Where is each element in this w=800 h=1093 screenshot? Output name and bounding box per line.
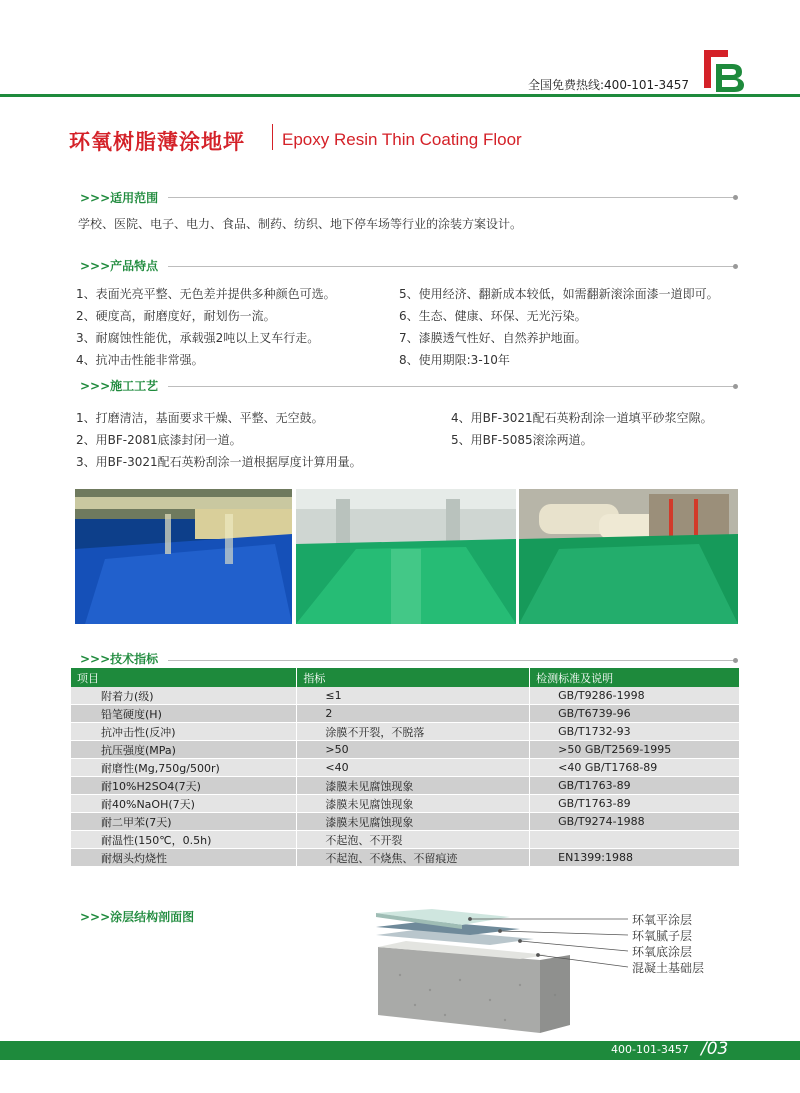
table-row xyxy=(71,795,740,813)
table-cell: 漆膜未见腐蚀现象 xyxy=(297,795,530,813)
table-cell: GB/T1763-89 xyxy=(530,795,740,813)
section-heading-scope: >>>适用范围 xyxy=(80,191,159,205)
table-cell: GB/T6739-96 xyxy=(530,705,740,723)
table-row xyxy=(71,687,740,705)
table-cell: 耐烟头灼烧性 xyxy=(71,849,297,867)
spec-table-header xyxy=(71,668,740,687)
photo-green-floor-empty xyxy=(296,489,516,624)
table-cell xyxy=(530,831,740,849)
section-rule-dot xyxy=(733,195,738,200)
feature-item: 5、使用经济、翻新成本较低，如需翻新滚涂面漆一道即可。 xyxy=(399,287,719,301)
section-heading-process: >>>施工工艺 xyxy=(80,379,159,393)
feature-item: 8、使用期限:3-10年 xyxy=(399,353,510,367)
header-rule xyxy=(0,94,800,97)
column-header: 指标 xyxy=(297,668,530,687)
features-left-list xyxy=(76,283,336,371)
title-divider xyxy=(272,124,273,150)
table-cell: 耐二甲苯(7天) xyxy=(71,813,297,831)
footer-phone: 400-101-3457 xyxy=(611,1043,689,1056)
section-rule xyxy=(168,386,734,387)
process-right-list xyxy=(451,407,713,451)
table-row xyxy=(71,777,740,795)
section-rule-dot xyxy=(733,658,738,663)
section-rule-dot xyxy=(733,264,738,269)
table-cell: <40 GB/T1768-89 xyxy=(530,759,740,777)
photo-blue-floor xyxy=(75,489,292,624)
table-cell: 抗冲击性(反冲) xyxy=(71,723,297,741)
table-row xyxy=(71,849,740,867)
section-rule xyxy=(168,660,734,661)
table-cell: >50 GB/T2569-1995 xyxy=(530,741,740,759)
table-cell: 漆膜未见腐蚀现象 xyxy=(297,813,530,831)
table-cell: GB/T9286-1998 xyxy=(530,687,740,705)
table-cell: 附着力(级) xyxy=(71,687,297,705)
table-cell: 耐10%H2SO4(7天) xyxy=(71,777,297,795)
table-cell: GB/T1732-93 xyxy=(530,723,740,741)
table-cell: <40 xyxy=(297,759,530,777)
table-row xyxy=(71,759,740,777)
column-header: 项目 xyxy=(71,668,297,687)
table-cell: 抗压强度(MPa) xyxy=(71,741,297,759)
table-cell: GB/T9274-1988 xyxy=(530,813,740,831)
feature-item: 6、生态、健康、环保、无光污染。 xyxy=(399,309,587,323)
process-step: 2、用BF-2081底漆封闭一道。 xyxy=(76,433,242,447)
table-cell: EN1399:1988 xyxy=(530,849,740,867)
process-step: 1、打磨清洁，基面要求干燥、平整、无空鼓。 xyxy=(76,411,324,425)
page-title-cn: 环氧树脂薄涂地坪 xyxy=(69,130,245,154)
table-row xyxy=(71,831,740,849)
page-number: /03 xyxy=(701,1039,729,1059)
feature-item: 7、漆膜透气性好、自然养护地面。 xyxy=(399,331,587,345)
features-right-list xyxy=(399,283,719,371)
section-heading-features: >>>产品特点 xyxy=(80,259,159,273)
table-cell: 漆膜未见腐蚀现象 xyxy=(297,777,530,795)
layer-label: 环氧底涂层 xyxy=(632,945,693,959)
feature-item: 3、耐腐蚀性能优，承载强2吨以上叉车行走。 xyxy=(76,331,320,345)
layer-label: 混凝土基础层 xyxy=(632,961,705,975)
table-cell: 铅笔硬度(H) xyxy=(71,705,297,723)
table-cell: 耐温性(150℃，0.5h) xyxy=(71,831,297,849)
photo-green-floor-factory xyxy=(519,489,738,624)
table-row xyxy=(71,741,740,759)
table-cell: >50 xyxy=(297,741,530,759)
section-rule-dot xyxy=(733,384,738,389)
table-cell: ≤1 xyxy=(297,687,530,705)
process-left-list xyxy=(76,407,362,473)
table-row xyxy=(71,705,740,723)
section-rule xyxy=(168,197,734,198)
brand-logo-icon xyxy=(702,44,746,92)
feature-item: 2、硬度高，耐磨度好，耐划伤一流。 xyxy=(76,309,276,323)
table-row xyxy=(71,723,740,741)
feature-item: 1、表面光亮平整、无色差并提供多种颜色可选。 xyxy=(76,287,336,301)
table-cell: 不起泡、不烧焦、不留痕迹 xyxy=(297,849,530,867)
coating-cross-section-diagram xyxy=(370,905,640,1035)
table-cell: 耐磨性(Mg,750g/500r) xyxy=(71,759,297,777)
table-cell: 耐40%NaOH(7天) xyxy=(71,795,297,813)
table-row xyxy=(71,813,740,831)
table-cell: 2 xyxy=(297,705,530,723)
process-step: 4、用BF-3021配石英粉刮涂一道填平砂浆空隙。 xyxy=(451,411,713,425)
process-step: 5、用BF-5085滚涂两道。 xyxy=(451,433,593,447)
spec-table xyxy=(71,668,740,867)
column-header: 检测标准及说明 xyxy=(530,668,740,687)
hotline-text: 全国免费热线:400-101-3457 xyxy=(528,78,690,92)
layer-label: 环氧腻子层 xyxy=(632,929,693,943)
table-cell: 不起泡、不开裂 xyxy=(297,831,530,849)
scope-text: 学校、医院、电子、电力、食品、制药、纺织、地下停车场等行业的涂装方案设计。 xyxy=(78,217,523,231)
table-cell: 涂膜不开裂，不脱落 xyxy=(297,723,530,741)
section-heading-structure: >>>涂层结构剖面图 xyxy=(80,910,195,924)
process-step: 3、用BF-3021配石英粉刮涂一道根据厚度计算用量。 xyxy=(76,455,362,469)
feature-item: 4、抗冲击性能非常强。 xyxy=(76,353,204,367)
page-title-en: Epoxy Resin Thin Coating Floor xyxy=(282,130,522,149)
layer-label: 环氧平涂层 xyxy=(632,913,693,927)
section-rule xyxy=(168,266,734,267)
table-cell: GB/T1763-89 xyxy=(530,777,740,795)
section-heading-specs: >>>技术指标 xyxy=(80,652,159,666)
